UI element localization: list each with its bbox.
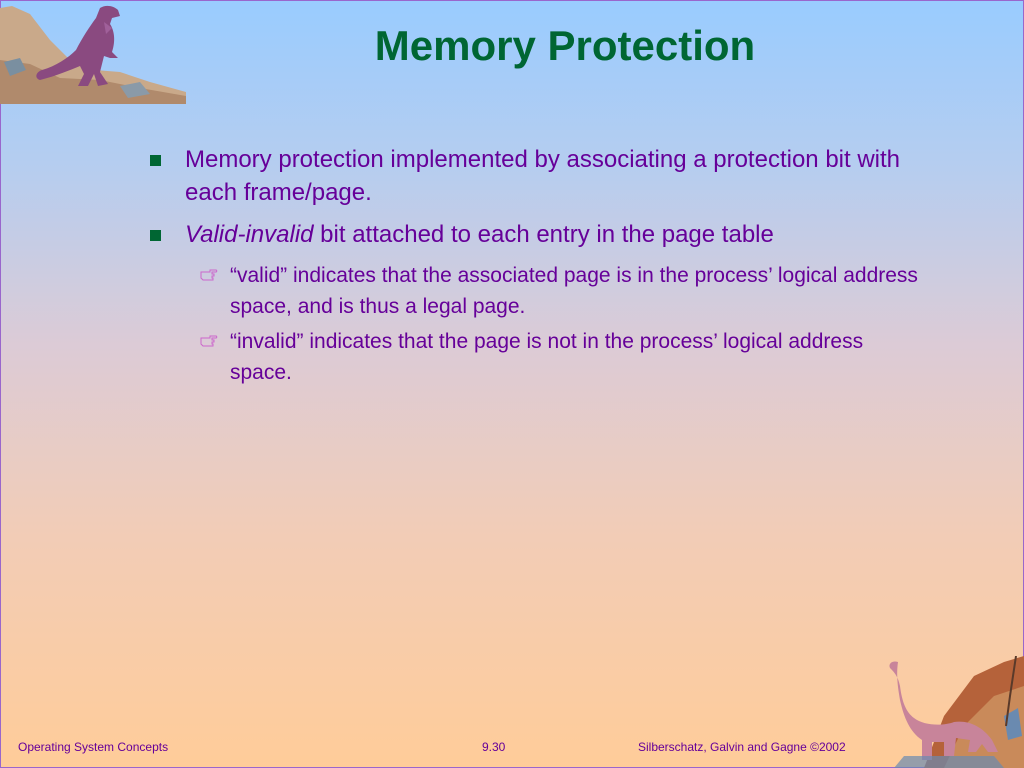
bullet-text: bit attached to each entry in the page table: [313, 221, 774, 248]
square-bullet-icon: [150, 230, 161, 241]
tyrannosaurus-icon: [0, 0, 186, 106]
pointing-hand-icon: [200, 268, 218, 282]
bullet-item: [148, 326, 928, 388]
footer-slide-number: 9.30: [482, 740, 506, 754]
slide-title: Memory Protection: [374, 22, 756, 69]
bullet-text: Memory protection implemented by associating a protection bit with each frame/page.: [185, 146, 901, 206]
bullet-text: “invalid” indicates that the page is not in the process’ logical address space.: [230, 330, 864, 384]
square-bullet-icon: [150, 155, 161, 166]
footer-copyright: Silberschatz, Galvin and Gagne ©2002: [638, 740, 846, 754]
bullet-text: “valid” indicates that the associated page is in the process’ logical address space, and is thus a legal page.: [230, 264, 918, 318]
bullet-text-italic: Valid-invalid: [185, 221, 314, 248]
brontosaurus-icon: [884, 656, 1024, 768]
pointing-hand-icon: [200, 334, 218, 348]
bullet-item: [148, 143, 928, 209]
bullet-item: [148, 260, 928, 322]
footer-course: Operating System Concepts: [18, 740, 169, 754]
bullet-item: [148, 218, 928, 251]
bullet-list: [148, 143, 928, 392]
